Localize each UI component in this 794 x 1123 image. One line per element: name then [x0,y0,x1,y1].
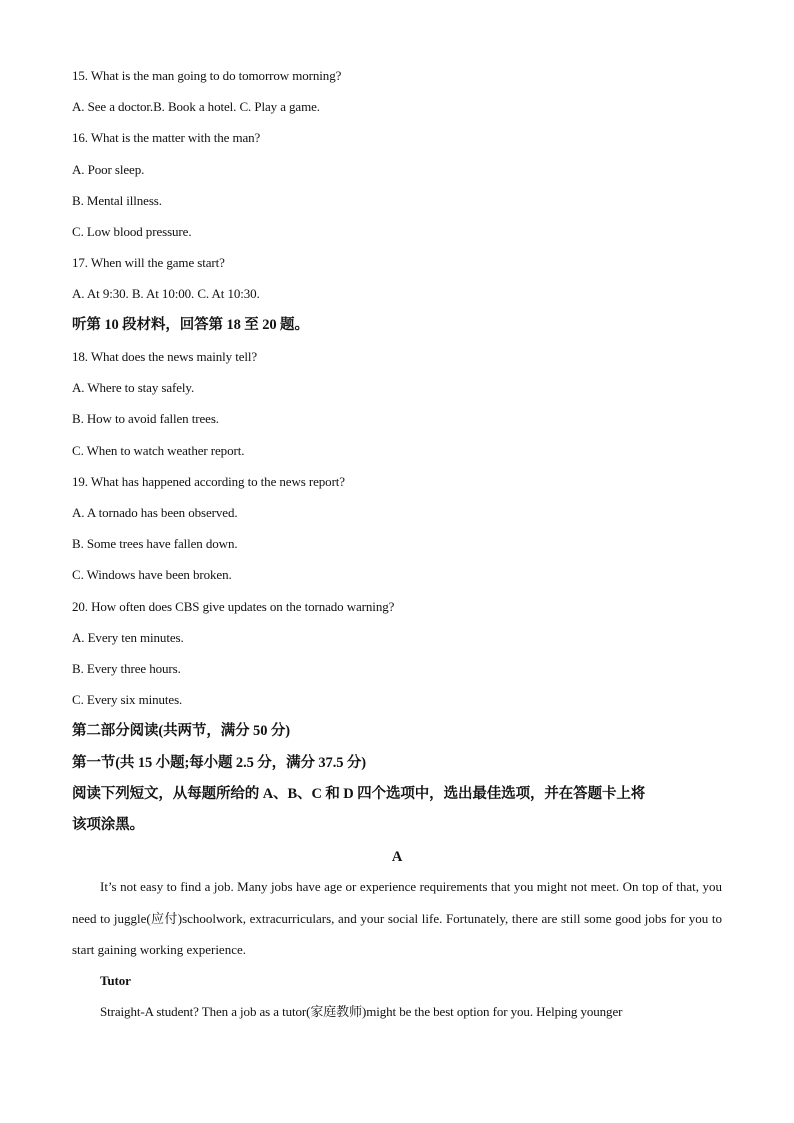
question-19: 19. What has happened according to the news report? [72,474,345,489]
question-18-option-b: B. How to avoid fallen trees. [72,411,219,426]
question-15-options: A. See a doctor.B. Book a hotel. C. Play a game. [72,99,320,114]
question-16: 16. What is the matter with the man? [72,130,261,145]
question-16-option-a: A. Poor sleep. [72,162,145,177]
question-19-option-c: C. Windows have been broken. [72,567,232,582]
question-19-option-b: B. Some trees have fallen down. [72,536,238,551]
passage-label: A [391,849,403,865]
question-19-option-a: A. A tornado has been observed. [72,505,238,520]
question-17: 17. When will the game start? [72,255,225,270]
question-16-option-c: C. Low blood pressure. [72,224,192,239]
question-20-option-a: A. Every ten minutes. [72,630,184,645]
reading-instruction-line1: 阅读下列短文，从每题所给的 A、B、C 和 D 四个选项中，选出最佳选项，并在答题卡上将 [72,786,646,802]
question-18-option-a: A. Where to stay safely. [72,380,195,395]
subheading-tutor: Tutor [100,973,131,988]
tutor-paragraph: Straight-A student? Then a job as a tutor(家庭教师)might be the best option for you. Helping younger [100,1004,623,1019]
question-15: 15. What is the man going to do tomorrow morning? [72,68,342,83]
question-20: 20. How often does CBS give updates on the tornado warning? [72,599,395,614]
question-18-option-c: C. When to watch weather report. [72,443,245,458]
part2-heading: 第二部分阅读(共两节，满分 50 分) [72,723,291,739]
question-20-option-b: B. Every three hours. [72,661,181,676]
passage-intro-paragraph: It’s not easy to find a job. Many jobs have age or experience requirements that you might not meet. On top of that, you need to juggle(应付)schoolwork, extracurriculars, and your social life. Fortunately, there are still some good jobs for you to start gaining working experience. [72,879,722,957]
part2-section1-heading: 第一节(共 15 小题;每小题 2.5 分，满分 37.5 分) [72,755,367,771]
section-10-heading: 听第 10 段材料，回答第 18 至 20 题。 [72,317,309,333]
question-17-options: A. At 9:30. B. At 10:00. C. At 10:30. [72,286,260,301]
reading-instruction-line2: 该项涂黑。 [72,817,144,833]
question-20-option-c: C. Every six minutes. [72,692,183,707]
question-16-option-b: B. Mental illness. [72,193,162,208]
question-18: 18. What does the news mainly tell? [72,349,258,364]
